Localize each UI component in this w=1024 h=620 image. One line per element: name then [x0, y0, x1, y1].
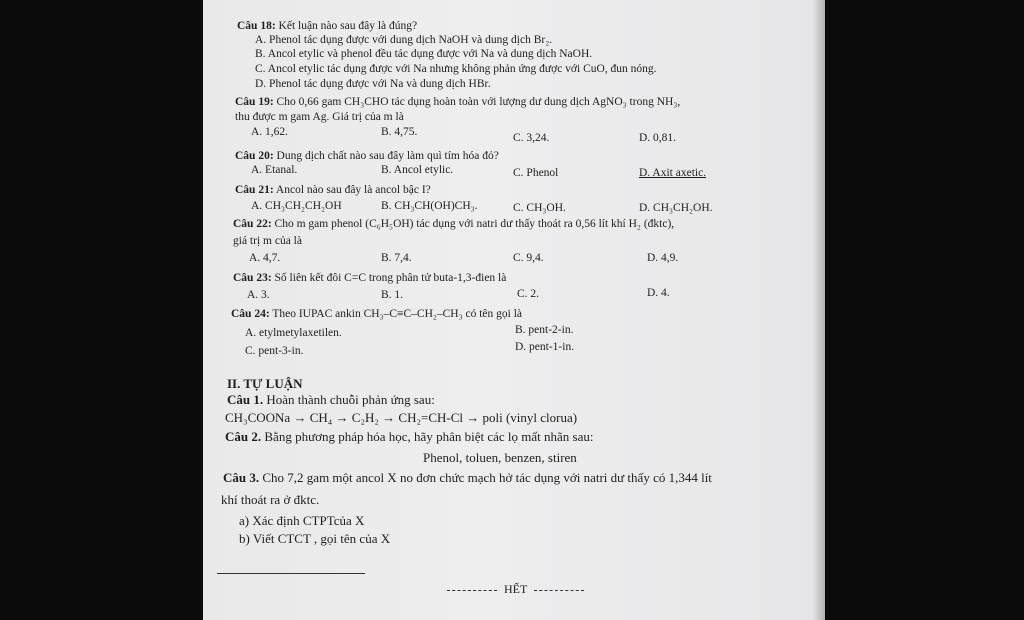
q20-option-a: A. Etanal. [251, 164, 298, 176]
question-18-label: Câu 18: [237, 20, 276, 32]
q18-option-c: C. Ancol etylic tác dụng được với Na nhưng không phản ứng được với CuO, đun nóng. [255, 63, 657, 75]
q18-option-a: A. Phenol tác dụng được với dung dịch NaOH và dung dịch Br₂. [255, 34, 553, 46]
essay-3-part-b: b) Viết CTCT , gọi tên của X [239, 531, 391, 546]
q23-option-c: C. 2. [517, 288, 540, 300]
q21-option-a: A. CH₃CH₂CH₂OH [251, 200, 342, 212]
essay-1 [227, 392, 435, 408]
q22-option-d: D. 4,9. [647, 252, 679, 264]
question-22-label: Câu 22: [233, 218, 272, 230]
q22-option-b: B. 7,4. [381, 252, 412, 264]
question-21 [235, 183, 431, 197]
q19-option-c: C. 3,24. [513, 132, 550, 144]
q24-option-c: C. pent-3-in. [245, 345, 304, 357]
question-20-label: Câu 20: [235, 150, 274, 162]
q20-option-c: C. Phenol [513, 167, 559, 179]
question-22-text: Cho m gam phenol (C₆H₅OH) tác dụng với natri dư thấy thoát ra 0,56 lít khí H₂ (đktc), [274, 218, 675, 230]
question-23-text: Số liên kết đôi C=C trong phân tử buta-1,3-đien là [274, 272, 507, 284]
divider [217, 573, 365, 574]
question-20-text: Dung dịch chất nào sau đây làm quì tím hóa đỏ? [276, 150, 499, 162]
q18-option-b: B. Ancol etylic và phenol đều tác dụng được với Na và dung dịch NaOH. [255, 48, 593, 60]
essay-3 [223, 470, 712, 486]
question-24 [231, 307, 522, 321]
question-23-label: Câu 23: [233, 272, 272, 284]
end-dash-right [534, 590, 584, 591]
end-dash-left [447, 590, 497, 591]
end-title: HẾT [504, 582, 528, 596]
essay-3-text-2: khí thoát ra ở đktc. [221, 492, 320, 507]
q20-option-b: B. Ancol etylic. [381, 164, 454, 176]
question-23 [233, 271, 506, 285]
q23-option-d: D. 4. [647, 287, 670, 299]
section-title: II. TỰ LUẬN [227, 376, 303, 391]
q21-option-b: B. CH₃CH(OH)CH₃. [381, 200, 478, 212]
question-20 [235, 149, 499, 163]
q23-option-b: B. 1. [381, 289, 404, 301]
q18-option-d: D. Phenol tác dụng được với Na và dung dịch HBr. [255, 78, 491, 90]
question-19-label: Câu 19: [235, 96, 274, 108]
question-19-text-2: thu được m gam Ag. Giá trị của m là [235, 111, 404, 123]
question-24-text: Theo IUPAC ankin CH₃–C≡C–CH₂–CH₃ có tên gọi là [272, 308, 523, 320]
q21-option-d: D. CH₃CH₂OH. [639, 202, 713, 214]
q24-option-a: A. etylmetylaxetilen. [245, 327, 342, 339]
question-22-text-2: giá trị m của là [233, 235, 302, 247]
q24-option-d: D. pent-1-in. [515, 341, 575, 353]
essay-1-label: Câu 1. [227, 392, 264, 407]
question-18 [237, 19, 417, 33]
essay-2-label: Câu 2. [225, 429, 262, 444]
q19-option-b: B. 4,75. [381, 126, 418, 138]
q21-option-c: C. CH₃OH. [513, 202, 566, 214]
essay-1-text: Hoàn thành chuỗi phản ứng sau: [266, 392, 435, 407]
essay-3-text: Cho 7,2 gam một ancol X no đơn chức mạch hở tác dụng với natri dư thấy có 1,344 lít [262, 470, 712, 485]
q22-option-c: C. 9,4. [513, 252, 544, 264]
paper-edge-shadow [812, 0, 826, 620]
q22-option-a: A. 4,7. [249, 252, 281, 264]
question-18-text: Kết luận nào sau đây là đúng? [278, 20, 418, 32]
q20-option-d: D. Axit axetic. [639, 167, 707, 179]
question-22 [233, 217, 674, 231]
q23-option-a: A. 3. [247, 289, 270, 301]
essay-2 [225, 429, 593, 445]
essay-2-text: Bằng phương pháp hóa học, hãy phân biệt các lọ mất nhãn sau: [264, 429, 594, 444]
essay-2-items: Phenol, toluen, benzen, stiren [423, 450, 577, 465]
essay-3-label: Câu 3. [223, 470, 260, 485]
essay-3-part-a: a) Xác định CTPTcủa X [239, 513, 365, 528]
exam-paper [203, 0, 825, 620]
question-21-label: Câu 21: [235, 184, 274, 196]
question-19-text: Cho 0,66 gam CH₃CHO tác dụng hoàn toàn với lượng dư dung dịch AgNO₃ trong NH₃, [276, 96, 681, 108]
q19-option-a: A. 1,62. [251, 126, 289, 138]
question-21-text: Ancol nào sau đây là ancol bậc I? [275, 184, 431, 196]
question-19 [235, 95, 680, 109]
question-24-label: Câu 24: [231, 308, 270, 320]
q24-option-b: B. pent-2-in. [515, 324, 574, 336]
end-marker [447, 582, 584, 597]
essay-1-chain: CH₃COONa → CH₄ → C₂H₂ → CH₂=CH-Cl → poli (vinyl clorua) [225, 410, 578, 425]
q19-option-d: D. 0,81. [639, 132, 677, 144]
